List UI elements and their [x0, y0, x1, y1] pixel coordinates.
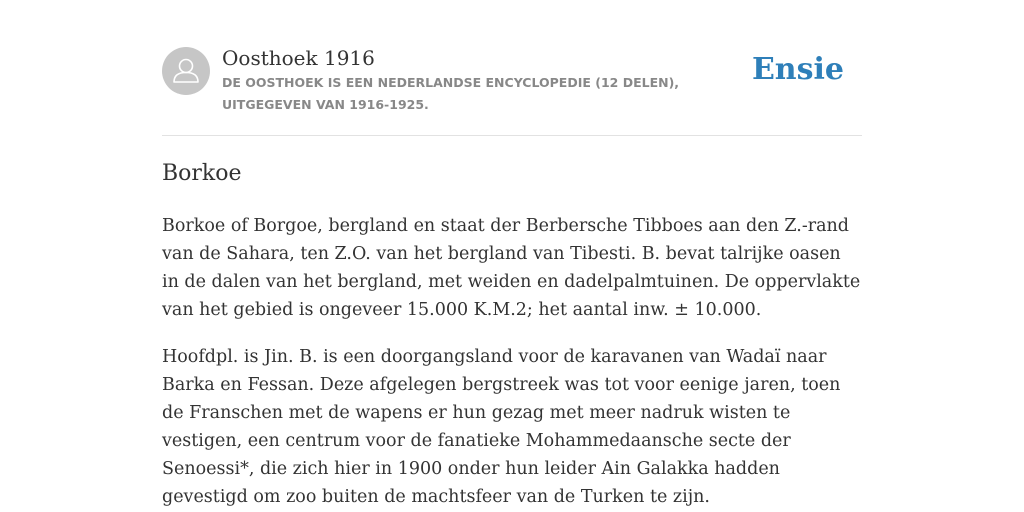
ensie-logo-link[interactable]: Ensie: [751, 52, 844, 87]
source-name[interactable]: Oosthoek 1916: [222, 46, 375, 70]
source-description: DE OOSTHOEK IS EEN NEDERLANDSE ENCYCLOPEDIE (12 DELEN), UITGEGEVEN VAN 1916-1925.: [222, 75, 680, 112]
source-avatar[interactable]: [162, 47, 210, 95]
source-header: [162, 42, 862, 136]
article-paragraph: Borkoe of Borgoe, bergland en staat der Berbersche Tibboes aan den Z.-rand van de Sahara, ten Z.O. van het bergland van Tibesti. B. bevat talrijke oasen in de dalen van het bergland, met weiden en dadelpalmtuinen. De oppervlakte van het gebied is ongeveer 15.000 K.M.2; het aantal inw. ± 10.000.: [162, 216, 861, 320]
article-paragraph: Hoofdpl. is Jin. B. is een doorgangsland voor de karavanen van Wadaï naar Barka en Fessan. Deze afgelegen bergstreek was tot voor eenige jaren, toen de Franschen met de wapens er hun gezag met meer nadruk wisten te vestigen, een centrum voor de fanatieke Mohammedaansche secte der Senoessi*, die zich hier in 1900 onder hun leider Ain Galakka hadden gevestigd om zoo buiten de machtsfeer van de Turken te zijn.: [162, 347, 841, 507]
article-title: Borkoe: [162, 161, 242, 186]
header-divider: [162, 135, 862, 136]
user-icon: [162, 47, 210, 95]
article-body: [162, 212, 862, 512]
